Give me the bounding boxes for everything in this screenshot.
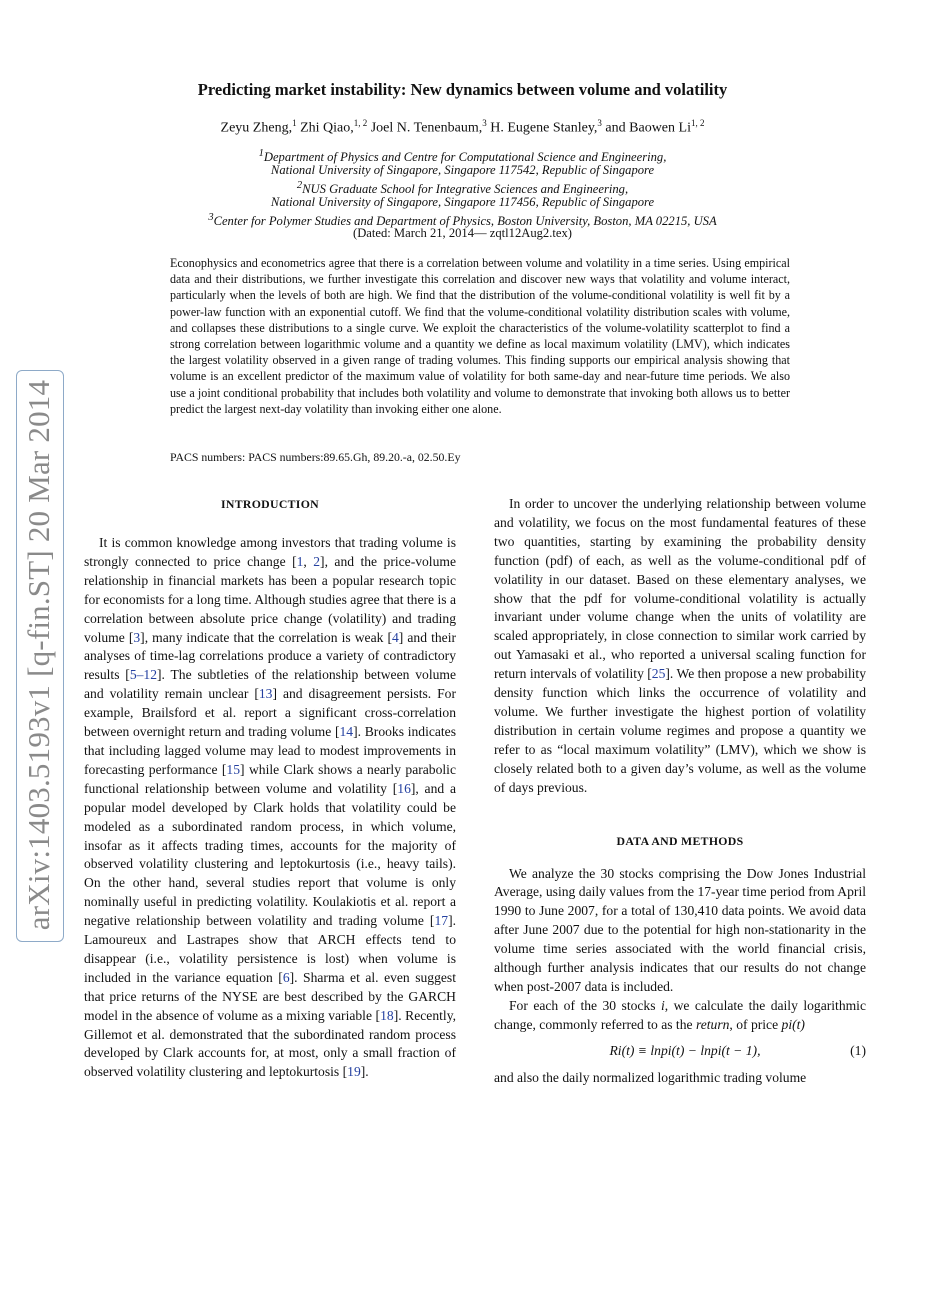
citation-link[interactable]: 18 (380, 1007, 394, 1023)
author-list (0, 118, 925, 137)
affiliation-2-address (0, 194, 925, 210)
intro-text: ]. Recently, Gillemot et al. demonstrated that the subordinated random process developed by Clark accounts for, at most, only a small fraction of observed volatility clustering and leptokurtosis [ (84, 1007, 457, 1080)
author-name: H. Eugene Stanley, (486, 120, 598, 136)
intro-text: ]. The subtleties of the relationship between volume and volatility remain unclear [ (84, 667, 456, 702)
right-intro-text: ]. We then propose a new probability density function which links the occurrence of volatility and volume. We further investigate the highest portion of volatility distribution in certain volume regimes and propose a quantity we refer to as “local maximum volatility” (LMV), which we show is closely related both to a given day’s volume, as well as the volume of days previous. (494, 666, 867, 795)
equation-1-number: (1) (850, 1043, 866, 1059)
p2-index-i: i (660, 997, 665, 1013)
citation-link[interactable]: 15 (226, 761, 241, 777)
intro-text: ]. Brooks indicates that including lagged volume may lead to modest improvements in forecasting performance [ (84, 724, 457, 777)
author-name: and Baowen Li (601, 120, 691, 136)
intro-text: ] while Clark shows a nearly parabolic functional relationship between volume and volatility [ (84, 761, 456, 796)
affiliation-1-text: Department of Physics and Centre for Computational Science and Engineering, (263, 150, 667, 165)
introduction-paragraph (84, 534, 456, 1082)
dated-line: (Dated: March 21, 2014— zqtl12Aug2.tex) (353, 226, 572, 240)
affiliation-1-address-text: National University of Singapore, Singapore 117542, Republic of Singapore (270, 163, 655, 177)
abstract: Econophysics and econometrics agree that there is a correlation between volume and volatility in a time series. Using empirical data and their distributions, we further investigate this correlation and discover new ways that volatility and volume interact, particularly when the levels of both are high. We find that the distribution of the volume-conditional volatility is well fit by a power-law function with an exponential cutoff. We find that the volume-conditional volatility distribution scales with volume, and collapses these distributions to a single curve. We exploit the characteristics of the volume-volatility scatterplot to find a strong correlation between logarithmic volume and a quantity we define as local maximum volatility (LMV), which indicates the largest volatility observed in a given range of trading volumes. This finding supports our empirical analysis showing that volume is an excellent predictor of the maximum value of volatility for both same-day and near-future time periods. We also use a joint conditional probability that includes both volatility and volume to demonstrate that invoking both allows us to better predict the largest next-day volatility than invoking either one alone. (170, 256, 790, 416)
affiliation-3-sup: 3 (208, 212, 214, 223)
arxiv-identifier[interactable]: arXiv:1403.5193v1 [q-fin.ST] 20 Mar 2014 (21, 379, 56, 931)
citation-link[interactable]: 2 (313, 553, 321, 569)
intro-text: ]. Sharma et al. even suggest that price returns of the NYSE are best described by the GARCH model in the absence of volume as a mixing variable [ (84, 969, 456, 1023)
intro-text: ]. (360, 1064, 369, 1080)
affiliation-2-text: NUS Graduate School for Integrative Sciences and Engineering, (302, 182, 629, 197)
author-affiliation-sup: 1, 2 (690, 118, 705, 128)
intro-text: ]. Lamoureux and Lastrapes show that ARCH effects tend to disappear (i.e., volatility persistence is lost) when volume is included in the variance equation [ (84, 913, 456, 985)
author-affiliation-sup: 3 (482, 118, 487, 128)
citation-link[interactable]: 17 (434, 913, 449, 929)
citation-link[interactable]: 19 (347, 1064, 361, 1080)
intro-text: ] and their analyses of time-lag correlations produce a variety of contradictory results [ (84, 629, 456, 683)
introduction-heading: INTRODUCTION (221, 497, 319, 511)
citation-link[interactable]: 1 (296, 553, 304, 569)
right-column (494, 495, 866, 1088)
author-name: Zhi Qiao, (296, 120, 354, 136)
citation-link[interactable]: 4 (392, 629, 399, 645)
intro-text: , (303, 553, 314, 569)
data-methods-paragraph-3: and also the daily normalized logarithmic trading volume (494, 1069, 807, 1085)
p2-text-c: , of price (729, 1016, 782, 1032)
intro-text: ], many indicate that the correlation is weak [ (140, 629, 392, 645)
author-affiliation-sup: 1, 2 (353, 118, 368, 128)
p2-text-a: For each of the 30 stocks (509, 997, 661, 1013)
affiliation-3-text: Center for Polymer Studies and Department of Physics, Boston University, Boston, MA 02215, USA (213, 214, 717, 229)
equation-1 (494, 1039, 866, 1065)
citation-link[interactable]: 16 (397, 780, 411, 796)
author-affiliation-sup: 1 (292, 118, 297, 128)
data-methods-paragraph-1: We analyze the 30 stocks comprising the Dow Jones Industrial Average, using daily values from the 17-year time period from April 1990 to June 2007, for a total of 130,410 data points. We avoid data after June 2007 due to the potential for high non-stationarity in the volume time series associated with the world financial crisis, although further analysis indicates that our results do not change when post-2007 data is included. (494, 865, 866, 994)
p2-text-b: , we calculate the daily logarithmic change, commonly referred to as the (494, 997, 866, 1032)
intro-text: ] and disagreement persists. For example, Brailsford et al. report a significant cross-correlation between overnight return and trading volume [ (84, 686, 457, 740)
right-intro-text: In order to uncover the underlying relationship between volume and volatility, we focus on the most fundamental features of these two quantities, starting by examining the probability density function (pdf) of each, as well as the volume-conditional pdf of volatility in our dataset. Based on these elementary analyses, we show that the pdf for volume-conditional volatility is actually invariant under volume change when the units of volatility are scaled appropriately, in close connection to similar work carried by out Yamasaki et al., who reported a universal scaling function for return intervals of volatility [ (494, 496, 866, 682)
citation-link[interactable]: 25 (651, 666, 666, 682)
citation-link[interactable]: 13 (258, 686, 273, 702)
intro-text: ], and a popular model developed by Clark holds that volatility could be modeled as a subordinated random process, in which volume, insofar as it affects trading times, accounts for the majority of observed volatility clustering and leptokurtosis (i.e., heavy tails). On the other hand, several studies report that volume is only nominally useful in predicting volatility. Koulakiotis et al. report a negative relationship between volatility and trading volume [ (84, 780, 457, 929)
citation-link[interactable]: 14 (339, 724, 354, 740)
affiliation-2-sup: 2 (296, 180, 303, 191)
data-methods-heading: DATA AND METHODS (616, 833, 744, 848)
intro-text: It is common knowledge among investors that trading volume is strongly connected to price change [ (84, 535, 456, 569)
citation-link[interactable]: 6 (282, 969, 290, 985)
p2-return-term: return (695, 1016, 730, 1032)
citation-link[interactable]: 3 (133, 629, 141, 645)
author-name: Joel N. Tenenbaum, (367, 120, 483, 136)
p2-price-symbol: pi(t) (781, 1016, 805, 1032)
left-column (84, 495, 456, 1082)
introduction-continued-paragraph (494, 495, 866, 798)
author-name: Zeyu Zheng, (220, 120, 293, 136)
affiliation-2-address-text: National University of Singapore, Singapore 117456, Republic of Singapore (270, 195, 655, 209)
affiliation-1-sup: 1 (258, 148, 264, 159)
pacs-numbers: PACS numbers: PACS numbers:89.65.Gh, 89.20.-a, 02.50.Ey (170, 450, 461, 464)
paper-title: Predicting market instability: New dynamics between volume and volatility (197, 80, 728, 99)
author-affiliation-sup: 3 (597, 118, 602, 128)
equation-1-body: Ri(t) ≡ lnpi(t) − lnpi(t − 1), (609, 1043, 761, 1059)
affiliation-1-address (0, 162, 925, 178)
intro-text: ], and the price-volume relationship in financial markets has been a popular research topic for economists for a long time. Although studies agree that there is a correlation between absolute price change (volatility) and trading volume [ (84, 553, 456, 645)
data-methods-paragraph-2 (494, 997, 866, 1035)
citation-link[interactable]: 5–12 (129, 667, 158, 683)
